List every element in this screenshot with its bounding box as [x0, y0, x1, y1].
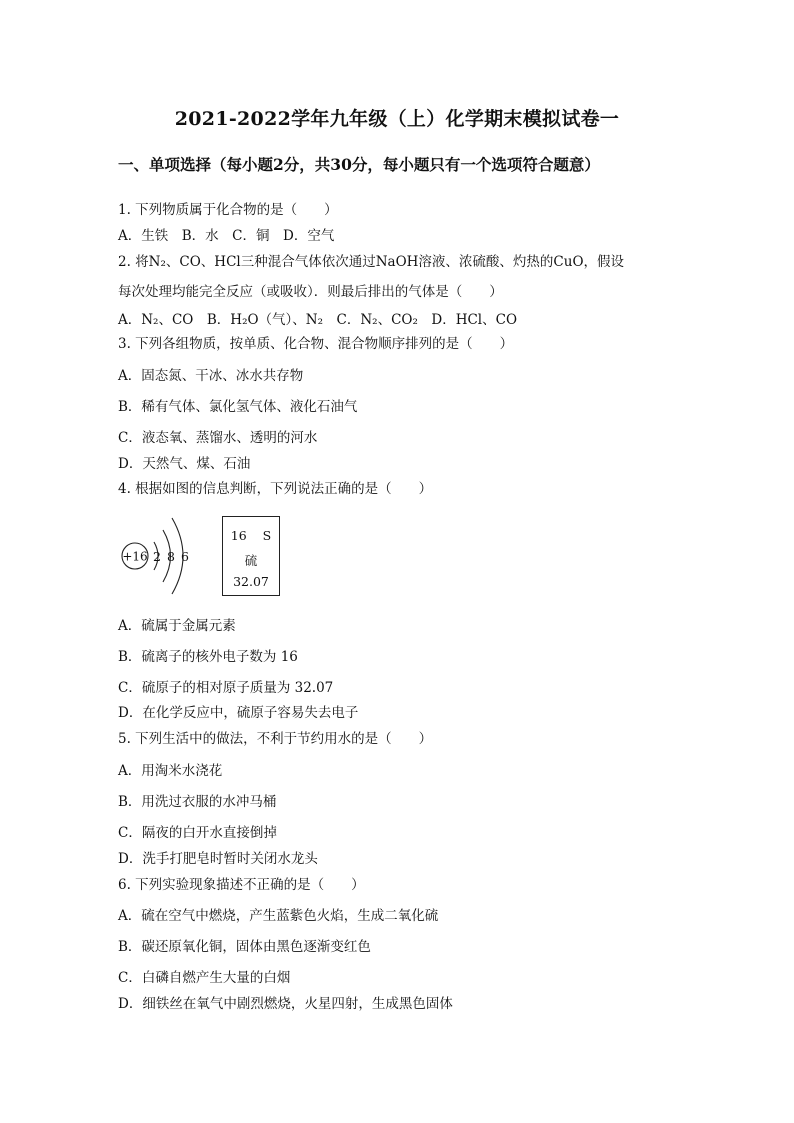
question-4-option-a: A．硫属于金属元素	[118, 618, 236, 634]
shell-electrons-2: 8	[167, 549, 175, 564]
question-2-cont: 每次处理均能完全反应（或吸收）．则最后排出的气体是（ ）	[118, 284, 503, 300]
atomic-number: 16	[230, 528, 247, 543]
sulfur-figure	[118, 508, 298, 603]
shell-electrons-1: 2	[153, 549, 161, 564]
question-6-option-c: C．白磷自燃产生大量的白烟	[118, 970, 291, 986]
atom-structure-diagram	[118, 508, 218, 603]
question-4: 4. 根据如图的信息判断，下列说法正确的是（ ）	[118, 481, 433, 497]
question-6-option-d: D．细铁丝在氧气中剧烈燃烧，火星四射，生成黑色固体	[118, 996, 453, 1012]
question-2-options: A．N₂、CO B．H₂O（气）、N₂ C．N₂、CO₂ D．HCl、CO	[118, 312, 518, 328]
section-heading: 一、单项选择（每小题2分，共30分，每小题只有一个选项符合题意）	[118, 155, 600, 174]
question-6-option-b: B．碳还原氧化铜，固体由黑色逐渐变红色	[118, 939, 371, 955]
shell-electrons-3: 6	[181, 549, 189, 564]
question-5: 5. 下列生活中的做法，不利于节约用水的是（ ）	[118, 731, 433, 747]
question-1: 1. 下列物质属于化合物的是（ ）	[118, 202, 338, 218]
question-3-option-a: A．固态氮、干冰、冰水共存物	[118, 368, 304, 384]
element-symbol: S	[262, 528, 272, 543]
question-4-option-b: B．硫离子的核外电子数为 16	[118, 649, 298, 665]
question-3-option-b: B．稀有气体、氯化氢气体、液化石油气	[118, 399, 358, 415]
atomic-mass: 32.07	[233, 574, 269, 589]
question-1-options: A．生铁 B．水 C．铜 D．空气	[118, 228, 335, 244]
question-5-option-c: C．隔夜的白开水直接倒掉	[118, 825, 277, 841]
question-5-option-a: A．用淘米水浇花	[118, 763, 223, 779]
question-2: 2. 将N₂、CO、HCl三种混合气体依次通过NaOH溶液、浓硫酸、灼热的CuO，假设	[118, 254, 625, 270]
question-5-option-b: B．用洗过衣服的水冲马桶	[118, 794, 277, 810]
periodic-table-cell	[222, 516, 280, 596]
question-6: 6. 下列实验现象描述不正确的是（ ）	[118, 877, 365, 893]
page-title: 2021-2022学年九年级（上）化学期末模拟试卷一	[174, 108, 620, 130]
question-3: 3. 下列各组物质，按单质、化合物、混合物顺序排列的是（ ）	[118, 336, 514, 352]
question-6-option-a: A．硫在空气中燃烧，产生蓝紫色火焰，生成二氧化硫	[118, 908, 439, 924]
nucleus-charge: +16	[122, 549, 148, 564]
element-name: 硫	[244, 553, 258, 568]
question-3-option-c: C．液态氧、蒸馏水、透明的河水	[118, 430, 318, 446]
question-4-option-d: D．在化学反应中，硫原子容易失去电子	[118, 705, 359, 721]
question-4-option-c: C．硫原子的相对原子质量为 32.07	[118, 680, 334, 696]
question-5-option-d: D．洗手打肥皂时暂时关闭水龙头	[118, 851, 318, 867]
question-3-option-d: D．天然气、煤、石油	[118, 456, 251, 472]
